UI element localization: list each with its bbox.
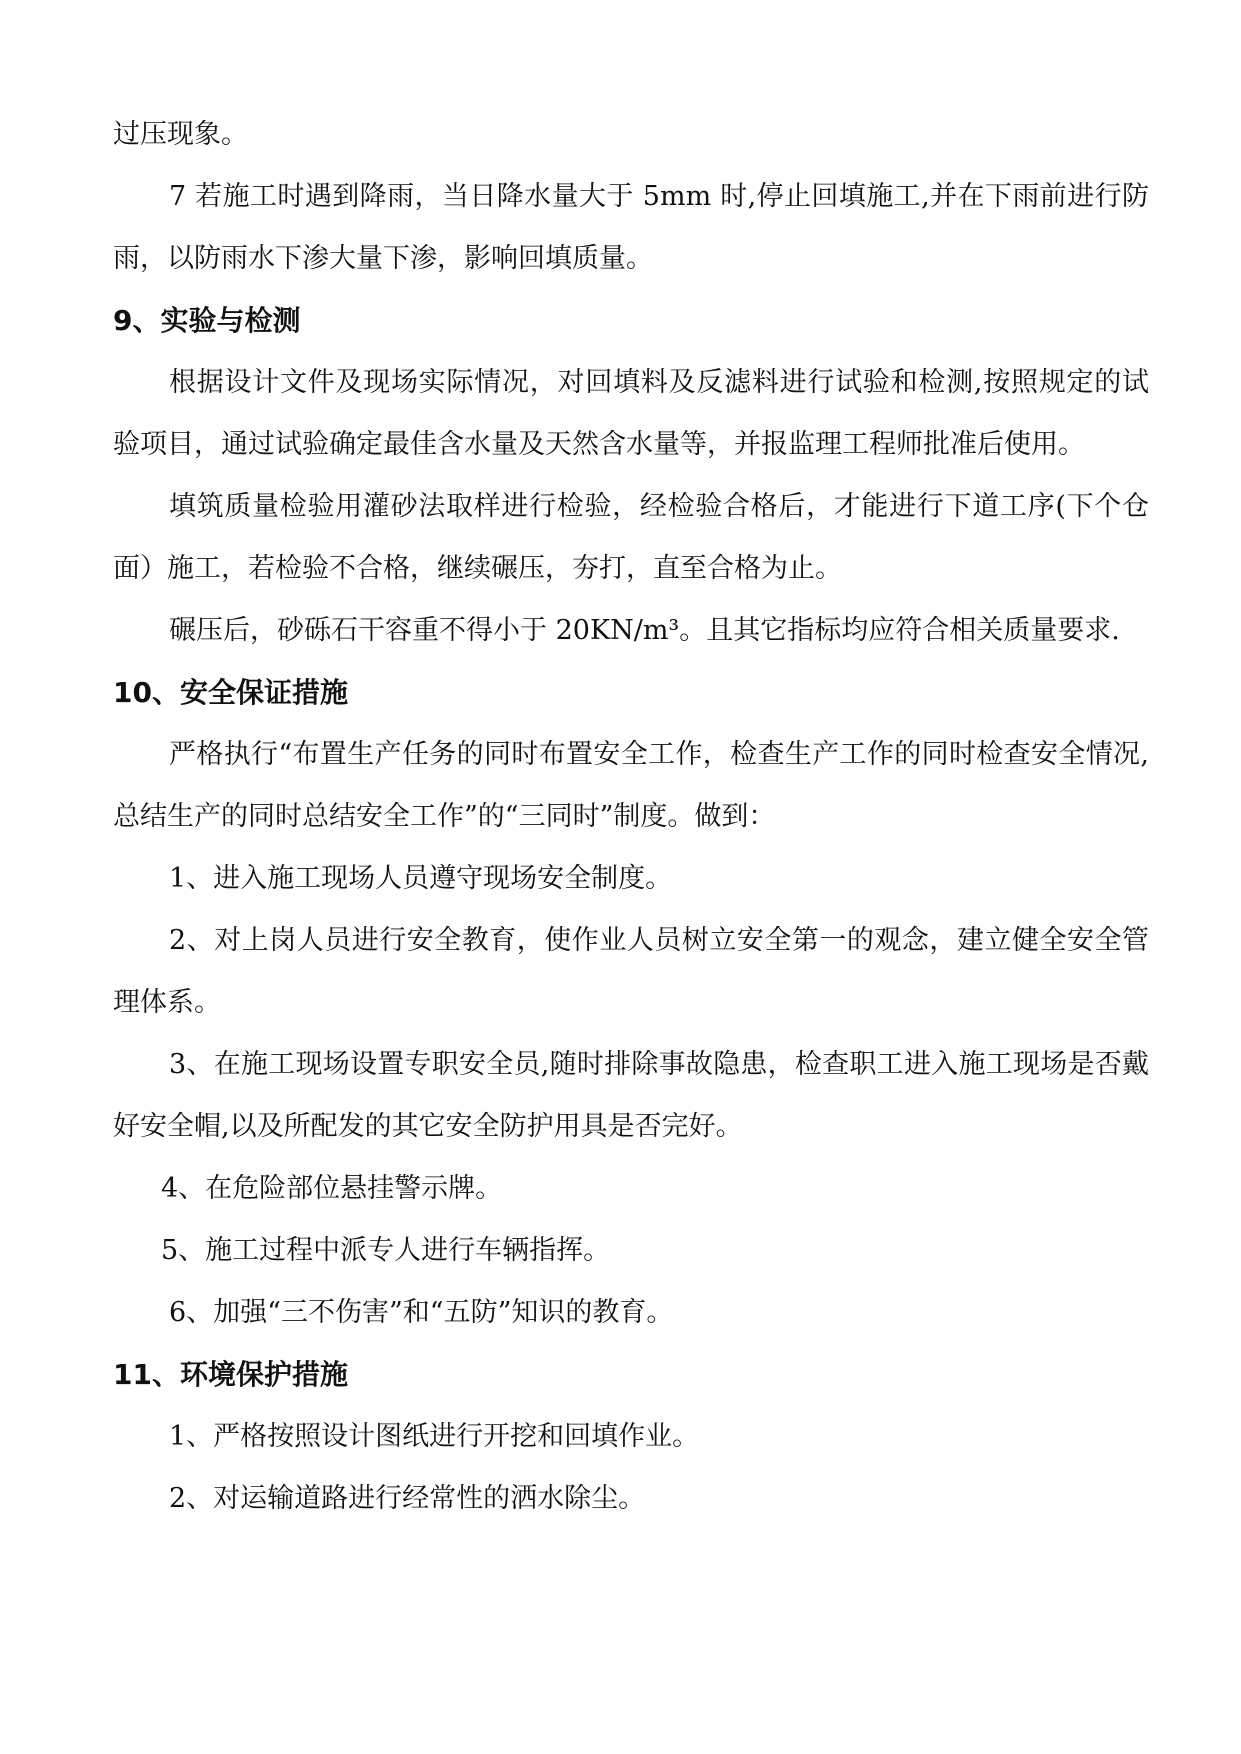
list-item: 4、在危险部位悬挂警示牌。 — [161, 1173, 503, 1204]
list-item: 5、施工过程中派专人进行车辆指挥。 — [161, 1235, 611, 1266]
paragraph: 严格执行“布置生产任务的同时布置安全工作，检查生产工作的同时检查安全情况,总结生产的同时总结安全工作”的“三同时”制度。做到： — [113, 739, 1149, 832]
list-item: 1、进入施工现场人员遵守现场安全制度。 — [169, 863, 673, 894]
paragraph: 填筑质量检验用灌砂法取样进行检验，经检验合格后，才能进行下道工序(下个仓面）施工，若检验不合格，继续碾压，夯打，直至合格为止。 — [113, 491, 1149, 584]
paragraph: 根据设计文件及现场实际情况，对回填料及反滤料进行试验和检测,按照规定的试验项目，通过试验确定最佳含水量及天然含水量等，并报监理工程师批准后使用。 — [113, 367, 1149, 460]
paragraph: 碾压后，砂砾石干容重不得小于 20KN/m³。且其它指标均应符合相关质量要求. — [169, 615, 1120, 646]
section-heading: 11、环境保护措施 — [113, 1358, 348, 1391]
document-body — [113, 104, 1149, 1530]
list-item: 3、在施工现场设置专职安全员,随时排除事故隐患，检查职工进入施工现场是否戴好安全帽,以及所配发的其它安全防护用具是否完好。 — [113, 1049, 1149, 1142]
paragraph: 过压现象。 — [113, 119, 248, 150]
list-item: 2、对运输道路进行经常性的洒水除尘。 — [169, 1483, 646, 1514]
section-heading: 9、实验与检测 — [113, 304, 301, 337]
list-item: 1、严格按照设计图纸进行开挖和回填作业。 — [169, 1421, 700, 1452]
section-heading: 10、安全保证措施 — [113, 676, 348, 709]
list-item: 6、加强“三不伤害”和“五防”知识的教育。 — [169, 1297, 674, 1328]
paragraph: 7 若施工时遇到降雨，当日降水量大于 5mm 时,停止回填施工,并在下雨前进行防雨，以防雨水下渗大量下渗，影响回填质量。 — [113, 181, 1149, 274]
list-item: 2、对上岗人员进行安全教育，使作业人员树立安全第一的观念，建立健全安全管理体系。 — [113, 925, 1149, 1018]
